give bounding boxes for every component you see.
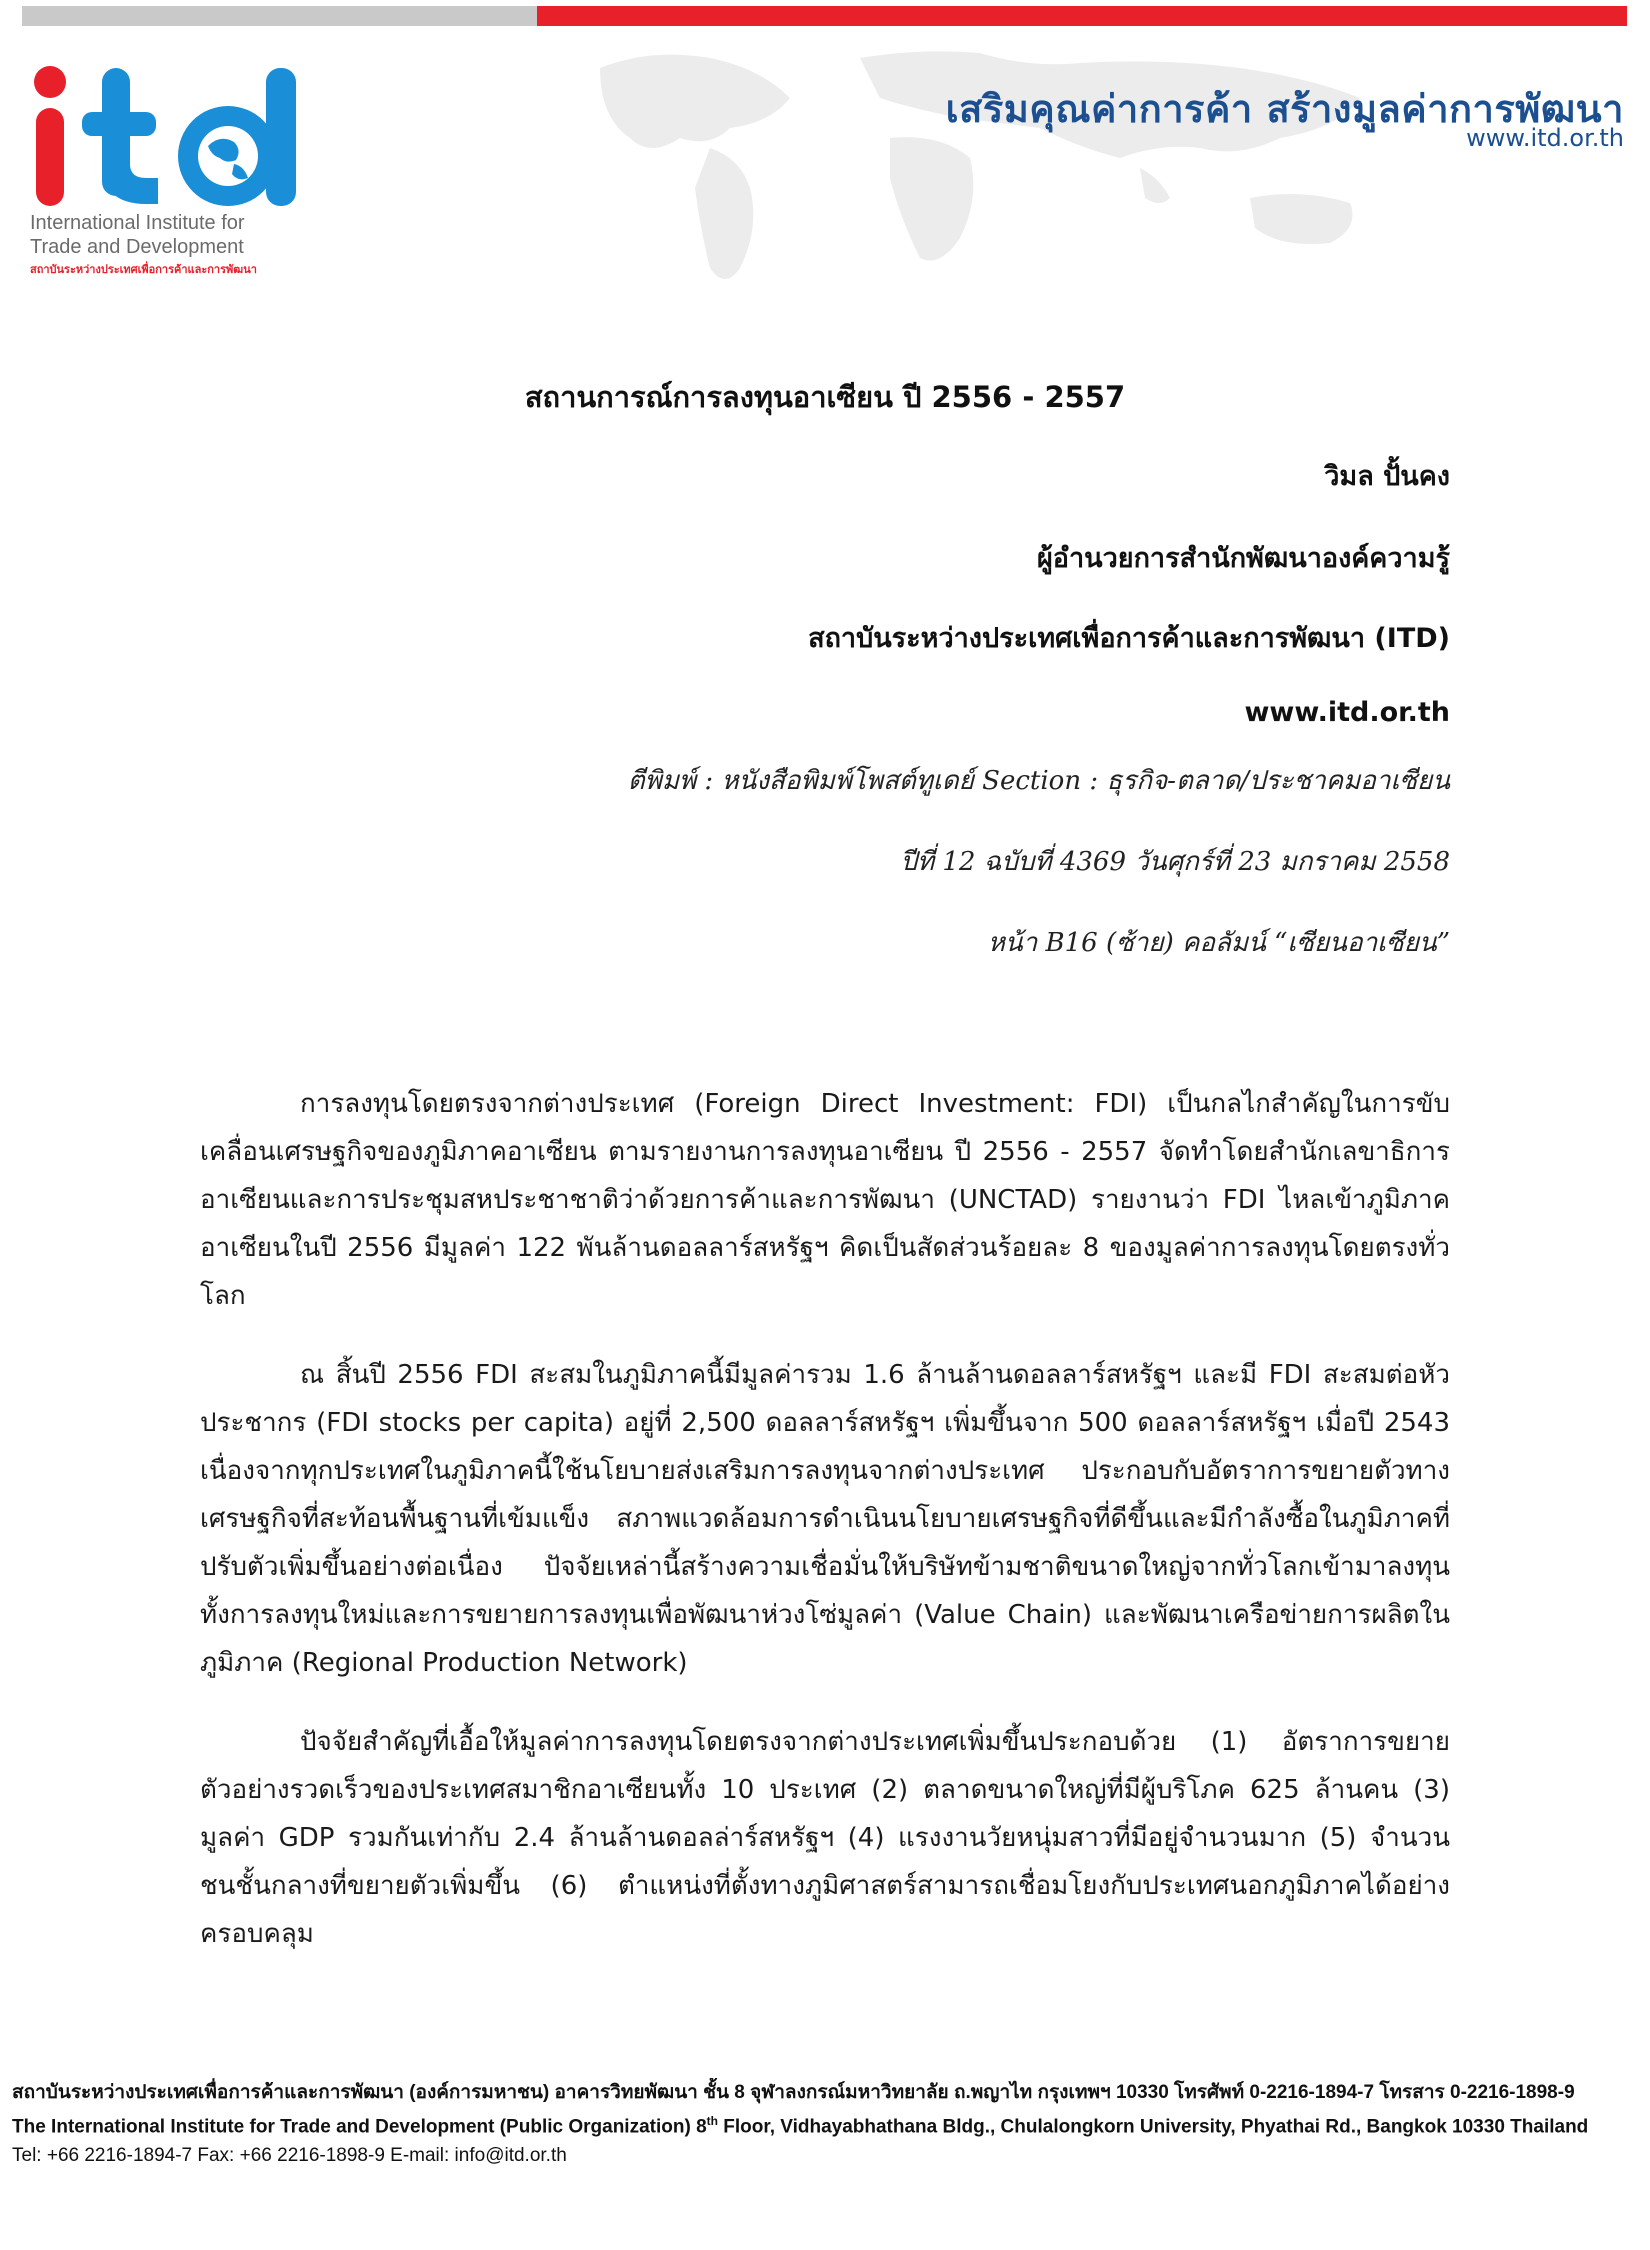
article-paragraph-1: การลงทุนโดยตรงจากต่างประเทศ (Foreign Direct Investment: FDI) เป็นกลไกสำคัญในการขับเคลื่อนเศรษฐกิจของภูมิภาคอาเซียน ตามรายงานการลงทุนอาเซียน ปี 2556 - 2557 จัดทำโดยสำนักเลขาธิการอาเซียนและการประชุมสหประชาชาติว่าด้วยการค้าและการพัฒนา (UNCTAD) รายงานว่า FDI ไหลเข้าภูมิภาคอาเซียนในปี 2556 มีมูลค่า 122 พันล้านดอลลาร์สหรัฐฯ คิดเป็นสัดส่วนร้อยละ 8 ของมูลค่าการลงทุนโดยตรงทั่วโลก [200, 1089, 1450, 1311]
author-website-link[interactable]: www.itd.or.th [1244, 697, 1450, 728]
header-website-link[interactable]: www.itd.or.th [1466, 124, 1624, 152]
footer-english-address [12, 2107, 1638, 2141]
article-paragraph-2: ณ สิ้นปี 2556 FDI สะสมในภูมิภาคนี้มีมูลค่ารวม 1.6 ล้านล้านดอลลาร์สหรัฐฯ และมี FDI สะสมต่อหัวประชากร (FDI stocks per capita) อยู่ที่ 2,500 ดอลลาร์สหรัฐฯ เพิ่มขึ้นจาก 500 ดอลลาร์สหรัฐฯ เมื่อปี 2543 เนื่องจากทุกประเทศในภูมิภาคนี้ใช้นโยบายส่งเสริมการลงทุนจากต่างประเทศ ประกอบกับอัตราการขยายตัวทางเศรษฐกิจที่สะท้อนพื้นฐานที่เข้มแข็ง สภาพแวดล้อมการดำเนินนโยบายเศรษฐกิจที่ดีขึ้นและมีกำลังซื้อในภูมิภาคที่ปรับตัวเพิ่มขึ้นอย่างต่อเนื่อง ปัจจัยเหล่านี้สร้างความเชื่อมั่นให้บริษัทข้ามชาติขนาดใหญ่จากทั่วโลกเข้ามาลงทุน ทั้งการลงทุนใหม่และการขยายการลงทุนเพื่อพัฒนาห่วงโซ่มูลค่า (Value Chain) และพัฒนาเครือข่ายการผลิตในภูมิภาค (Regional Production Network) [200, 1360, 1450, 1678]
page-footer [12, 2078, 1638, 2170]
logo-dot-icon [34, 66, 66, 98]
footer-english-suffix: Floor, Vidhayabhathana Bldg., Chulalongkorn University, Phyathai Rd., Bangkok 10330 Thailand [717, 2116, 1589, 2138]
publication-page-column: หน้า B16 (ซ้าย) คอลัมน์ “เซียนอาเซียน” [987, 928, 1450, 958]
author-position: ผู้อำนวยการสำนักพัฒนาองค์ความรู้ [1036, 543, 1450, 574]
logo-caption-line-3: สถาบันระหว่างประเทศเพื่อการค้าและการพัฒนา [30, 264, 257, 276]
footer-contact: Tel: +66 2216-1894-7 Fax: +66 2216-1898-9 E-mail: info@itd.or.th [12, 2145, 567, 2167]
footer-english-sup: th [706, 2114, 718, 2128]
logo-caption-line-1: International Institute for [30, 212, 245, 234]
article-paragraph-3: ปัจจัยสำคัญที่เอื้อให้มูลค่าการลงทุนโดยตรงจากต่างประเทศเพิ่มขึ้นประกอบด้วย (1) อัตราการขยายตัวอย่างรวดเร็วของประเทศสมาชิกอาเซียนทั้ง 10 ประเทศ (2) ตลาดขนาดใหญ่ที่มีผู้บริโภค 625 ล้านคน (3) มูลค่า GDP รวมกันเท่ากับ 2.4 ล้านล้านดอลล่าร์สหรัฐฯ (4) แรงงานวัยหนุ่มสาวที่มีอยู่จำนวนมาก (5) จำนวนชนชั้นกลางที่ขยายตัวเพิ่มขึ้น (6) ตำแหน่งที่ตั้งทางภูมิศาสตร์สามารถเชื่อมโยงกับประเทศนอกภูมิภาคได้อย่างครอบคลุม [200, 1727, 1450, 1949]
world-map-watermark [560, 28, 1460, 298]
article-body [200, 1080, 1450, 1989]
footer-english-prefix: The International Institute for Trade and Development (Public Organization) 8 [12, 2116, 707, 2138]
header-tagline: เสริมคุณค่าการค้า สร้างมูลค่าการพัฒนา [945, 87, 1624, 131]
logo-caption-line-2: Trade and Development [30, 236, 244, 258]
header-red-bar [537, 6, 1627, 26]
itd-logo [28, 60, 308, 210]
publication-issue: ปีที่ 12 ฉบับที่ 4369 วันศุกร์ที่ 23 มกราคม 2558 [900, 847, 1450, 877]
footer-thai-address: สถาบันระหว่างประเทศเพื่อการค้าและการพัฒนา (องค์การมหาชน) อาคารวิทยพัฒนา ชั้น 8 จุฬาลงกรณ์มหาวิทยาลัย ถ.พญาไท กรุงเทพฯ 10330 โทรศัพท์ 0-2216-1894-7 โทรสาร 0-2216-1898-9 [12, 2082, 1575, 2103]
author-name: วิมล ปั้นคง [1324, 461, 1450, 492]
document-title: สถานการณ์การลงทุนอาเซียน ปี 2556 - 2557 [524, 380, 1126, 414]
author-organization: สถาบันระหว่างประเทศเพื่อการค้าและการพัฒนา (ITD) [808, 623, 1450, 654]
publication-source: ตีพิมพ์ : หนังสือพิมพ์โพสต์ทูเดย์ Section : ธุรกิจ-ตลาด/ประชาคมอาเซียน [627, 766, 1450, 796]
header-gray-bar [22, 6, 537, 26]
